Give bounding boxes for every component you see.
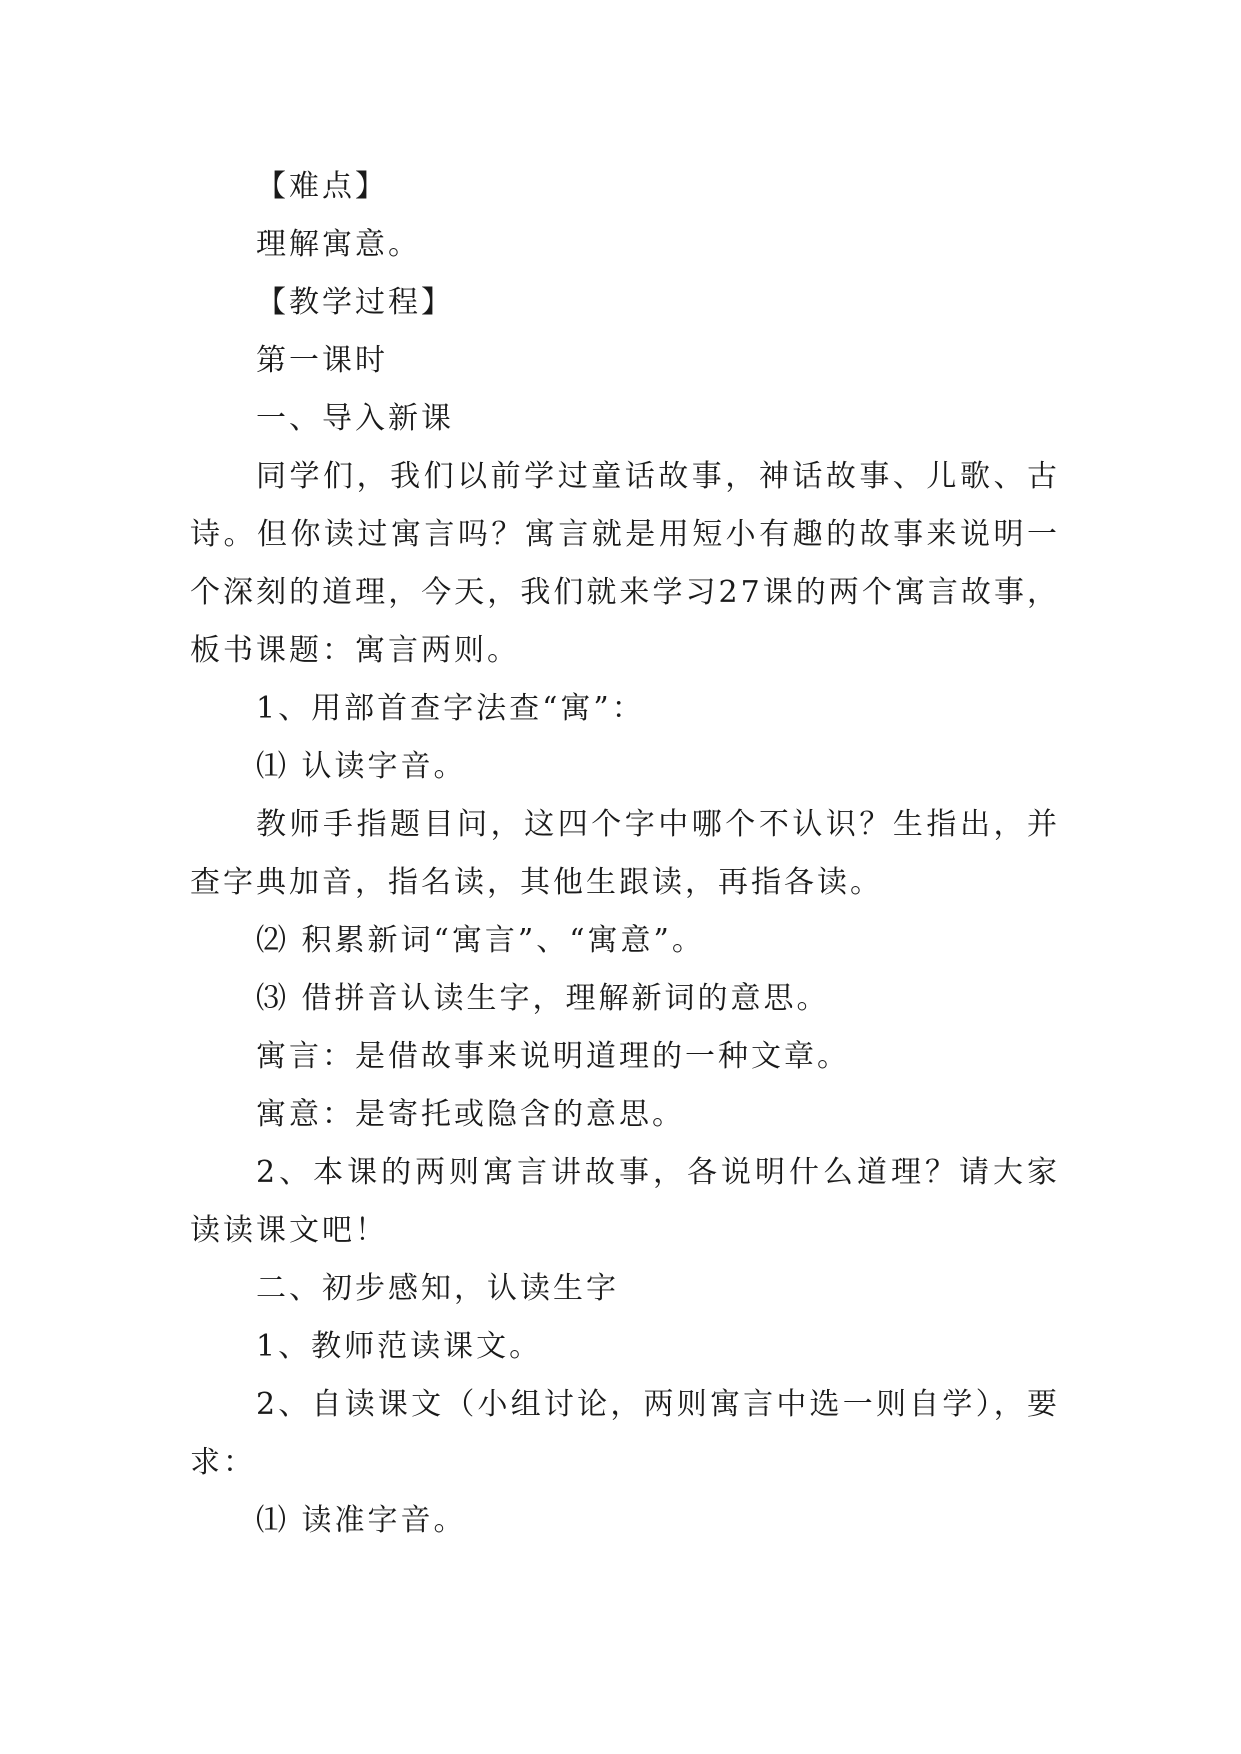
paragraph-read-pronunciation: ⑴ 认读字音。: [256, 749, 467, 784]
paragraph-teacher-points: 教师手指题目问，这四个字中哪个不认识？生指出，并查字典加音，指名读，其他生跟读，再指各读。: [190, 807, 1060, 900]
document-body: [190, 158, 1060, 1550]
heading-first-lesson: 第一课时: [256, 343, 388, 378]
paragraph-understand-meaning: 理解寓意。: [256, 227, 421, 262]
paragraph-self-reading: 2、自读课文（小组讨论，两则寓言中选一则自学），要求：: [190, 1387, 1060, 1480]
paragraph-read-accurately: ⑴ 读准字音。: [256, 1503, 467, 1538]
heading-introduction: 一、导入新课: [256, 401, 454, 436]
paragraph-new-words: ⑵ 积累新词“寓言”、“寓意”。: [256, 923, 705, 958]
paragraph-moral-definition: 寓意：是寄托或隐含的意思。: [256, 1097, 685, 1132]
paragraph-fable-definition: 寓言：是借故事来说明道理的一种文章。: [256, 1039, 850, 1074]
paragraph-two-fables-question: 2、本课的两则寓言讲故事，各说明什么道理？请大家读读课文吧！: [190, 1155, 1060, 1248]
paragraph-intro-text: 同学们，我们以前学过童话故事，神话故事、儿歌、古诗。但你读过寓言吗？寓言就是用短小有趣的故事来说明一个深刻的道理，今天，我们就来学习27课的两个寓言故事，板书课题：寓言两则。: [190, 459, 1060, 668]
heading-teaching-process: 【教学过程】: [256, 285, 454, 320]
heading-difficulty: 【难点】: [256, 169, 388, 204]
paragraph-radical-lookup: 1、用部首查字法查“寓”：: [256, 691, 645, 726]
heading-initial-perception: 二、初步感知，认读生字: [256, 1271, 619, 1306]
paragraph-pinyin-reading: ⑶ 借拼音认读生字，理解新词的意思。: [256, 981, 830, 1016]
paragraph-teacher-reads: 1、教师范读课文。: [256, 1329, 543, 1364]
